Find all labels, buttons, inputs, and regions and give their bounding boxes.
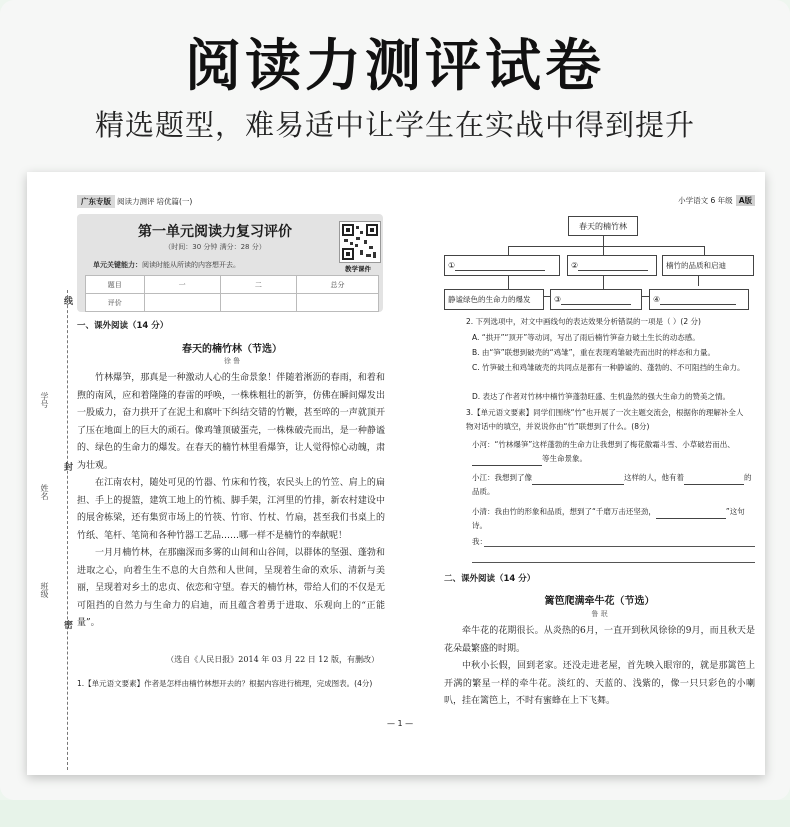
- header-right: [678, 195, 755, 206]
- diagram-branch-3: 楠竹的品质和启迪: [662, 255, 754, 276]
- question-1: 1.【单元语文要素】作者是怎样由楠竹林想开去的？根据内容进行梳理，完成图表。(4分): [77, 679, 373, 688]
- section1-heading: 一、课外阅读（14 分）: [77, 321, 169, 331]
- banner-title: 阅读力测评试卷: [185, 34, 605, 99]
- binding-margin: [27, 172, 75, 775]
- question-2-option-b[interactable]: B. 由“笋”联想到破壳的“鸡雏”，重在表现鸡雏破壳而出时的样态和力量。: [472, 348, 715, 357]
- unit-time-score: （时间：30 分钟 满分：28 分）: [164, 243, 266, 251]
- score-cell[interactable]: [296, 294, 378, 312]
- diagram-connector: [698, 276, 699, 286]
- edition-tag: 广东专版: [77, 195, 115, 208]
- q3-xiaojiang-line: 小江：我想到了像 这样的人，他有着 的品质。: [472, 473, 752, 496]
- diagram-connector: [603, 236, 604, 246]
- score-header-part2: 二: [220, 276, 296, 294]
- qr-caption: 教学课件: [345, 265, 371, 273]
- binding-dashed-line: [67, 290, 68, 770]
- binding-field-class: 班级: [40, 582, 49, 598]
- passage1-source: （选自《人民日报》2014 年 03 月 22 日 12 版，有删改）: [166, 655, 379, 664]
- qr-code-icon: [339, 221, 381, 263]
- passage2-body: [444, 623, 755, 711]
- q3-xiaoqing-line: 小清：我由竹的形象和品质，想到了“千磨万击还坚劲， ”这句诗。: [472, 507, 745, 530]
- question-3-stem: 3.【单元语文要素】同学们围绕“竹”也开展了一次主题交流会，根据你的理解补全人物对话中的填空，并说说你由“竹”联想到了什么。(8分): [466, 408, 744, 431]
- unit-key-skill: 单元关键能力：阅读时能从所读的内容想开去。: [93, 261, 240, 269]
- score-cell[interactable]: [144, 294, 220, 312]
- page-number: — 1 —: [387, 719, 414, 728]
- exam-paper: [27, 172, 765, 775]
- score-header-part1: 一: [144, 276, 220, 294]
- left-column: [77, 172, 387, 775]
- score-table: [85, 275, 379, 312]
- unit-title: 第一单元阅读力复习评价: [138, 224, 292, 240]
- diagram-connector: [508, 246, 704, 247]
- question-2-stem: 2. 下列选项中，对文中画线句的表达效果分析错误的一项是（ ）(2 分): [466, 317, 701, 326]
- diagram-connector: [704, 246, 705, 255]
- diagram-blank-3[interactable]: ③: [550, 289, 642, 310]
- diagram-blank-2[interactable]: ②: [567, 255, 657, 276]
- section2-heading: 二、课外阅读（14 分）: [444, 574, 536, 584]
- passage1-paragraph: 在江南农村，随处可见的竹器、竹床和竹筏，农民头上的竹笠、肩上的扁担、手上的提篮，建筑工地上的竹梳、脚手架，江河里的竹排，新农村建设中的展舍栋梁，还有集贸市场上的竹筷、竹帘、竹杖、竹扇，甚至我们书桌上的竹纸、笔杆、笔筒和各种竹器工艺品……哪一样不是楠竹的奉献呢！: [77, 478, 385, 541]
- binding-label-seal-bottom: 密: [64, 621, 74, 631]
- binding-label-seal: 封: [64, 463, 74, 473]
- passage2-author: 鲁 珉: [591, 610, 608, 618]
- passage2-paragraph: 中秋小长假，回到老家。还没走进老屋，首先映入眼帘的，就是那篱笆上开满的繁星一样的牵牛花。淡红的、天蓝的、浅紫的，像一只只彩色的小喇叭，挂在篱笆上，不时有蜜蜂在上下飞舞。: [444, 661, 755, 706]
- q3-xiaoming-line: 小河：“竹林爆笋”这样蓬勃的生命力让我想到了梅花傲霜斗雪、小草破岩而出、等生命景象。: [472, 438, 755, 466]
- diagram-blank-1[interactable]: ①: [444, 255, 560, 276]
- answer-line[interactable]: [484, 546, 755, 547]
- passage1-title: 春天的楠竹林（节选）: [182, 344, 282, 355]
- passage1-body: [77, 370, 385, 633]
- question-2-option-c[interactable]: C. 竹笋破土和鸡雏破壳的共同点是都有一种静谧的、蓬勃的、不可阻挡的生命力。: [472, 363, 745, 372]
- diagram-leaf-1: 静谧绿色的生命力的爆发: [444, 289, 544, 310]
- diagram-root: 春天的楠竹林: [568, 216, 638, 236]
- question-2-option-a[interactable]: A. “拱开”“顶开”等动词，写出了雨后楠竹笋奋力破土生长的动态感。: [472, 333, 700, 342]
- q3-my-answer-label: 我：: [472, 537, 487, 546]
- passage1-author: 徐 鲁: [223, 357, 241, 365]
- score-header-item: 题目: [86, 276, 145, 294]
- diagram-connector: [603, 246, 604, 255]
- series-label: 阅读力测评: [117, 197, 155, 206]
- score-cell[interactable]: [220, 294, 296, 312]
- passage1-paragraph: 竹林爆笋，那真是一种激动人心的生命景象！伴随着淅沥的春雨，和着和煦的南风，应和着隆隆的春雷的呼唤，一株株粗壮的新笋，仿佛在瞬间爆发出一股威力，奋力拱开了在泥土和腐叶下纠结交错的竹鞭，甚至啐的一声就顶开了压在地面上的巨大的顽石。像鸡雏顶破蛋壳，一株株破壳而出，是一种静谧的、绿色的生命力的爆发。在春天的楠竹林里看爆笋，让人觉得惊心动魄，肃为壮观。: [77, 373, 385, 471]
- banner-subtitle: 精选题型，难易适中让学生在实战中得到提升: [94, 108, 695, 142]
- answer-line[interactable]: [472, 562, 755, 563]
- diagram-blank-4[interactable]: ④: [649, 289, 749, 310]
- binding-field-school: 学号: [40, 392, 49, 408]
- edition-badge: A版: [736, 195, 755, 206]
- right-column: [444, 172, 755, 775]
- score-header-total: 总分: [296, 276, 378, 294]
- passage2-paragraph: 牵牛花的花期很长。从炎热的6月，一直开到秋风徐徐的9月，而且秋天是花朵最繁盛的时期。: [444, 626, 755, 654]
- question-2-option-d[interactable]: D. 表达了作者对竹林中楠竹笋蓬勃旺盛、生机盎然的强大生命力的赞美之情。: [472, 392, 731, 401]
- passage2-title: 篱笆爬满牵牛花（节选）: [544, 596, 655, 607]
- header-left: [77, 195, 192, 208]
- bottom-band: [0, 800, 790, 827]
- unit-header-box: [77, 214, 383, 312]
- diagram-connector: [508, 246, 509, 255]
- binding-field-name: 姓名: [40, 484, 49, 500]
- grade-label: 小学语文 6 年级: [678, 196, 733, 205]
- passage1-paragraph: 一月月楠竹林，在那幽深而多雾的山间和山谷间，以群体的坚强、蓬勃和进取之心，向着生生不息的大自然和人世间，呈现着生命的欢乐、清新与美丽，呈现着对乡土的忠贞、依恋和守望。春天的楠竹林，带给人们的不仅是无可阻挡的自然力与生命力的启迪，而且蕴含着勇于进取、乐观向上的“正能量”。: [77, 548, 385, 628]
- binding-label-line: 线: [64, 297, 74, 307]
- score-row-label: 评价: [86, 294, 145, 312]
- level-label: 培优篇(一): [156, 197, 193, 206]
